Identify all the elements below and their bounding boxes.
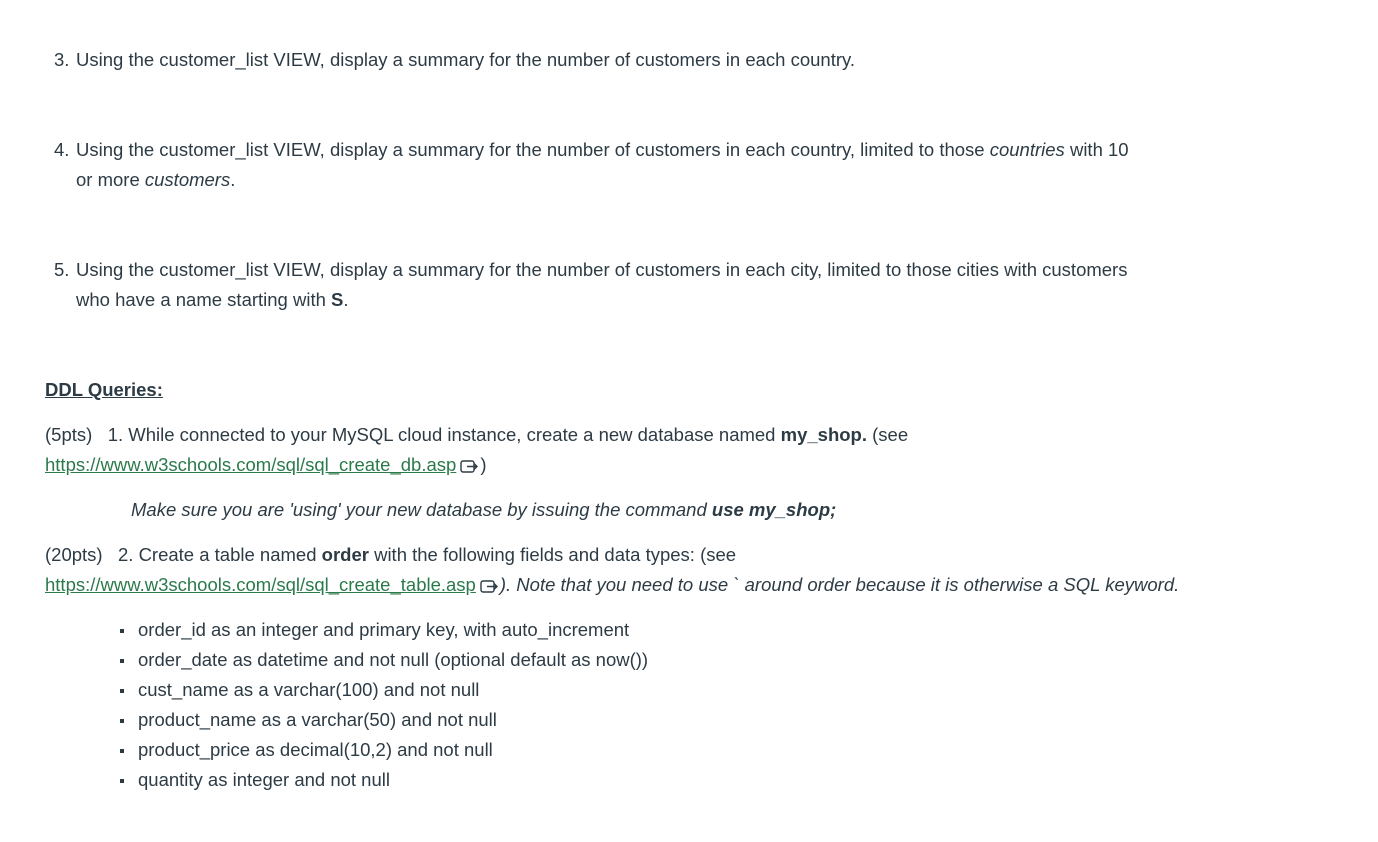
field-list [120,615,648,795]
emphasis-text: customers [144,169,231,190]
bold-text: S [331,289,344,310]
list-item [120,735,648,765]
question-text: Using the customer_list VIEW, display a summary for the number of customers in each country, limited to those [76,139,990,160]
bullet-icon [120,749,124,753]
bold-text: use my_shop; [711,499,837,520]
section-heading: DDL Queries: [45,379,163,400]
question-number: 3. [54,49,70,70]
bold-text: order [321,544,369,565]
w3schools-create-db-link[interactable]: https://www.w3schools.com/sql/sql_create_db.asp [45,454,457,475]
item-text: (see [866,424,909,445]
item-text: ) [480,454,487,475]
bullet-icon [120,779,124,783]
question-text: . [343,289,349,310]
item-text: 2. Create a table named [118,544,322,565]
external-link-icon[interactable] [460,453,480,483]
field-text: order_id as an integer and primary key, with auto_increment [138,619,630,640]
question-text: Using the customer_list VIEW, display a summary for the number of customers in each country. [76,49,856,70]
field-text: order_date as datetime and not null (optional default as now()) [138,649,649,670]
list-item [120,675,648,705]
w3schools-create-table-link[interactable]: https://www.w3schools.com/sql/sql_create_table.asp [45,574,476,595]
field-text: product_name as a varchar(50) and not null [138,709,497,730]
list-item [120,705,648,735]
question-number: 5. [54,259,70,280]
ddl-item-1 [45,420,1345,483]
emphasis-text: countries [989,139,1065,160]
question-text: or more [76,169,145,190]
question-text: Using the customer_list VIEW, display a summary for the number of customers in each city, limited to those cities with customers [76,259,1128,280]
item-text: with the following fields and data types: (see [368,544,737,565]
bullet-icon [120,629,124,633]
points-label: (20pts) [45,544,103,565]
question-text-continued [54,285,1224,315]
list-item [120,615,648,645]
use-database-note [131,495,836,525]
question-text: with 10 [1064,139,1129,160]
bullet-icon [120,689,124,693]
field-text: product_price as decimal(10,2) and not null [138,739,493,760]
field-text: quantity as integer and not null [138,769,390,790]
question-text-continued [54,165,1224,195]
points-label: (5pts) [45,424,93,445]
bold-text: my_shop. [780,424,867,445]
question-5 [54,255,1224,315]
list-item [120,765,648,795]
list-item [120,645,648,675]
bullet-icon [120,659,124,663]
item-text: 1. While connected to your MySQL cloud instance, create a new database named [107,424,781,445]
question-4 [54,135,1224,195]
field-text: cust_name as a varchar(100) and not null [138,679,480,700]
note-text: Make sure you are 'using' your new database by issuing the command [131,499,712,520]
question-3 [54,45,1224,75]
item-note-text: ). Note that you need to use ` around order because it is otherwise a SQL keyword. [499,574,1180,595]
bullet-icon [120,719,124,723]
question-text: who have a name starting with [76,289,332,310]
question-text: . [230,169,236,190]
external-link-icon[interactable] [480,573,500,603]
ddl-item-2 [45,540,1345,603]
question-number: 4. [54,139,70,160]
